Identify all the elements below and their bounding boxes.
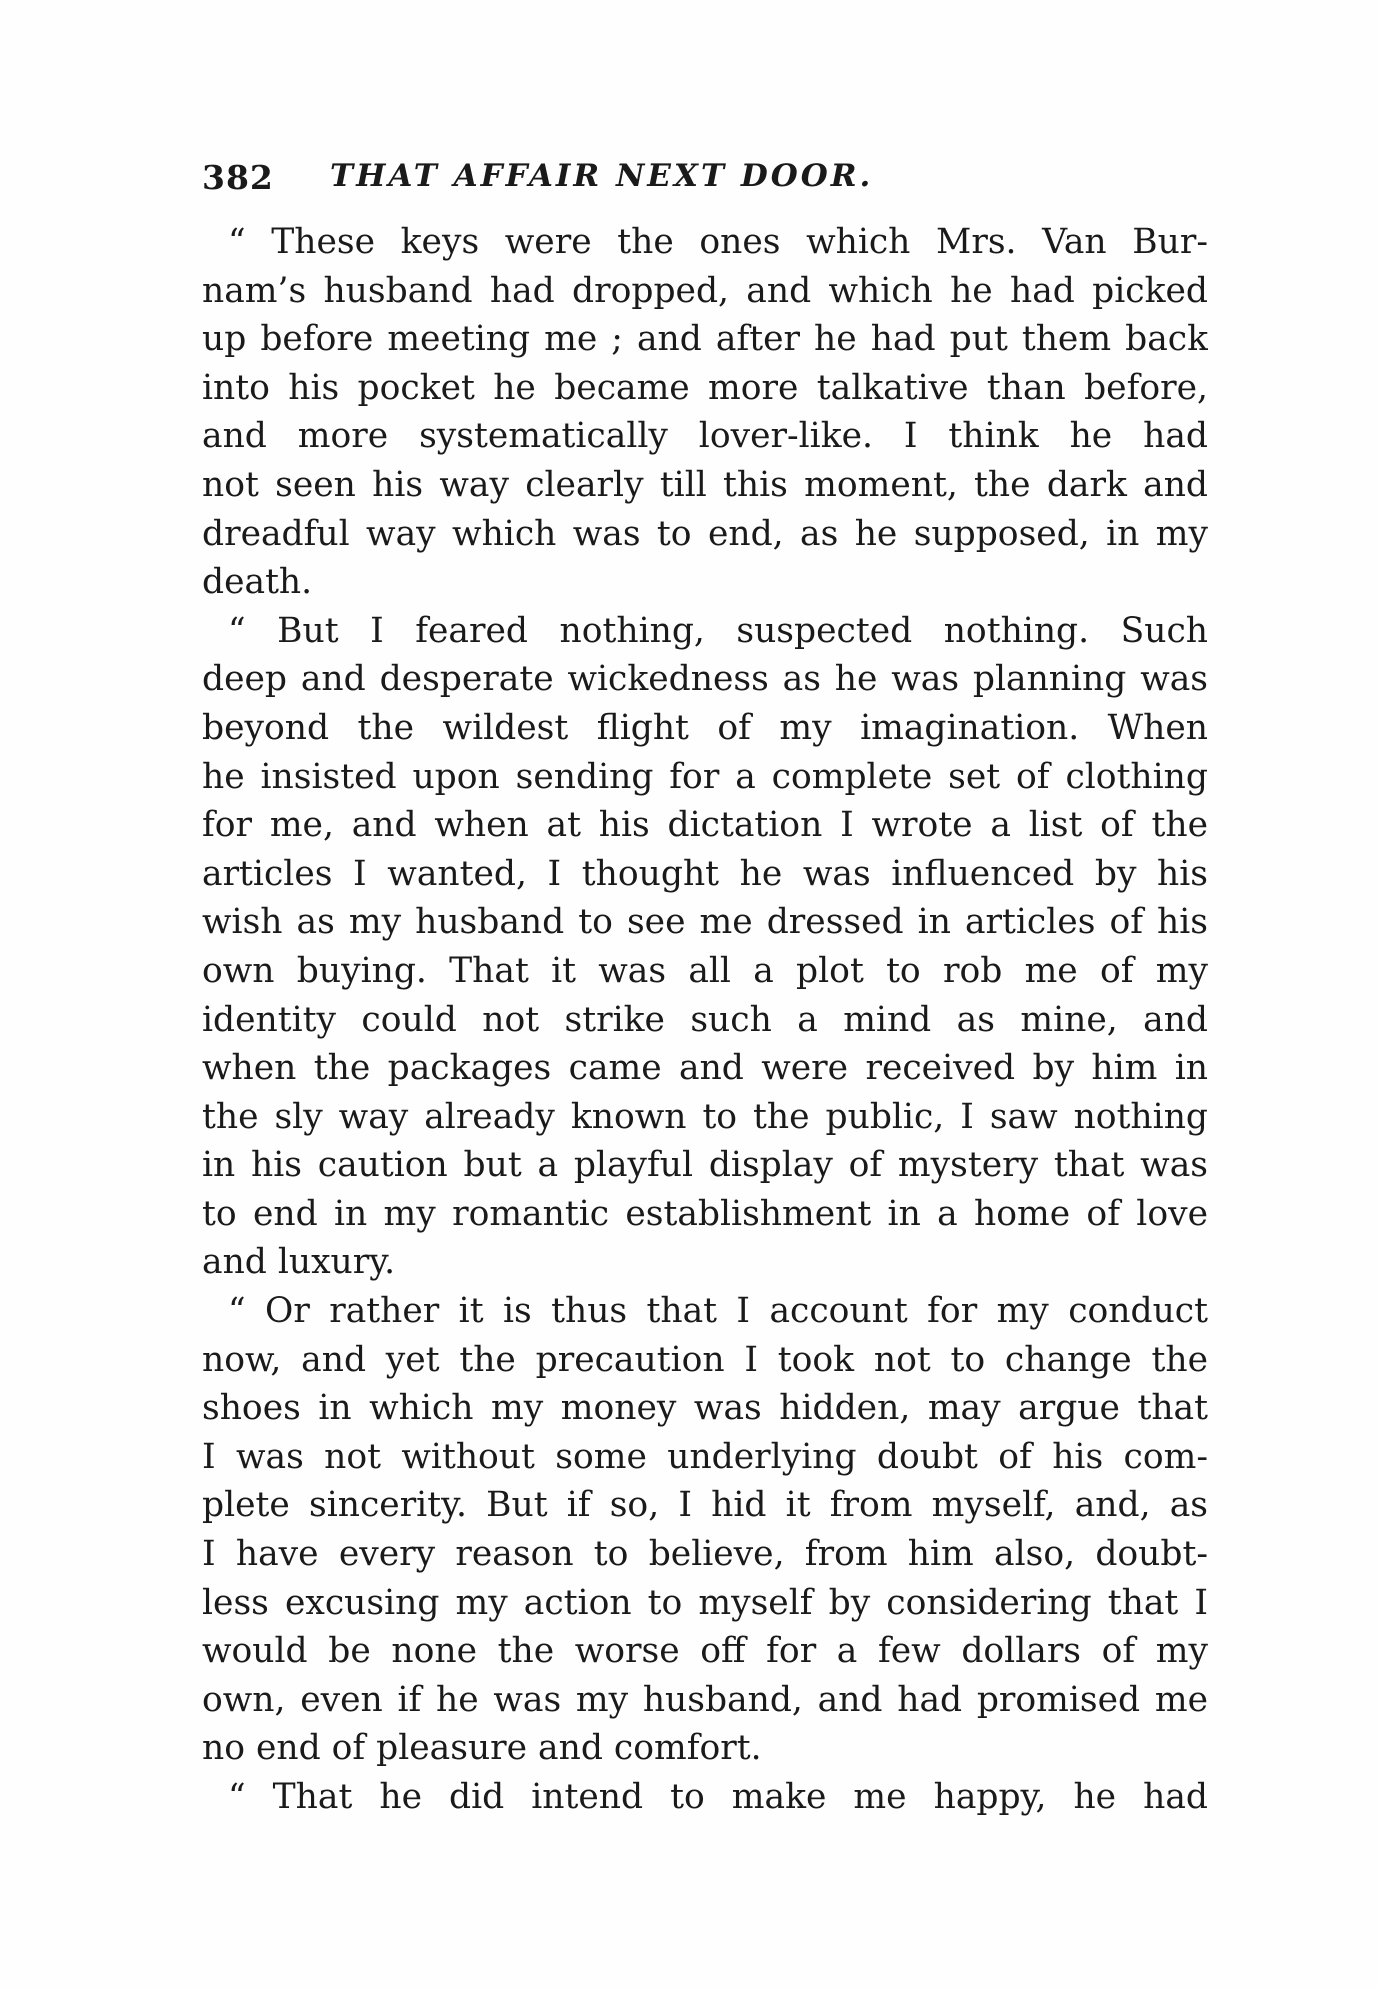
text-line: less excusing my action to myself by considering that I bbox=[202, 1582, 1208, 1623]
text-line: wish as my husband to see me dressed in articles of his bbox=[202, 902, 1208, 943]
text-line: dreadful way which was to end, as he supposed, in my bbox=[202, 513, 1208, 554]
text-line: “ Or rather it is thus that I account for my conduct bbox=[228, 1291, 1208, 1332]
text-line: shoes in which my money was hidden, may argue that bbox=[202, 1388, 1208, 1429]
text-line: “ But I feared nothing, suspected nothing. Such bbox=[228, 610, 1208, 651]
text-line: “ These keys were the ones which Mrs. Van Bur- bbox=[228, 222, 1208, 262]
text-line: into his pocket he became more talkative than before, bbox=[202, 367, 1208, 408]
text-line: the sly way already known to the public, I saw nothing bbox=[202, 1096, 1208, 1137]
text-line: I was not without some underlying doubt of his com- bbox=[202, 1436, 1208, 1477]
text-line: death. bbox=[202, 562, 313, 603]
text-line: to end in my romantic establishment in a home of love bbox=[202, 1193, 1208, 1234]
body-text bbox=[202, 218, 1208, 1822]
text-line: beyond the wildest flight of my imagination. When bbox=[202, 707, 1208, 748]
text-line: own buying. That it was all a plot to rob me of my bbox=[202, 950, 1208, 991]
text-line: and luxury. bbox=[202, 1242, 396, 1283]
text-line: “ That he did intend to make me happy, he had bbox=[228, 1777, 1208, 1817]
text-line: no end of pleasure and comfort. bbox=[202, 1728, 762, 1769]
text-line: nam’s husband had dropped, and which he had picked bbox=[202, 270, 1208, 311]
running-title: THAT AFFAIR NEXT DOOR. bbox=[330, 158, 874, 194]
text-line: up before meeting me ; and after he had put them back bbox=[202, 319, 1208, 360]
text-line: own, even if he was my husband, and had promised me bbox=[202, 1679, 1208, 1720]
text-line: would be none the worse off for a few dollars of my bbox=[202, 1631, 1208, 1672]
text-line: articles I wanted, I thought he was influenced by his bbox=[202, 853, 1208, 894]
page-header bbox=[202, 158, 1002, 202]
text-line: plete sincerity. But if so, I hid it from myself, and, as bbox=[202, 1485, 1208, 1526]
text-line: not seen his way clearly till this moment, the dark and bbox=[202, 464, 1208, 505]
text-line: I have every reason to believe, from him also, doubt- bbox=[202, 1534, 1208, 1575]
text-line: and more systematically lover-like. I think he had bbox=[202, 416, 1208, 457]
text-line: identity could not strike such a mind as mine, and bbox=[202, 999, 1208, 1040]
text-line: for me, and when at his dictation I wrote a list of the bbox=[202, 805, 1208, 846]
text-line: in his caution but a playful display of mystery that was bbox=[202, 1145, 1208, 1186]
text-line: now, and yet the precaution I took not to change the bbox=[202, 1339, 1208, 1380]
text-line: deep and desperate wickedness as he was planning was bbox=[202, 659, 1208, 700]
page-number: 382 bbox=[202, 158, 274, 197]
text-line: he insisted upon sending for a complete set of clothing bbox=[202, 756, 1208, 797]
text-line: when the packages came and were received by him in bbox=[202, 1048, 1208, 1089]
